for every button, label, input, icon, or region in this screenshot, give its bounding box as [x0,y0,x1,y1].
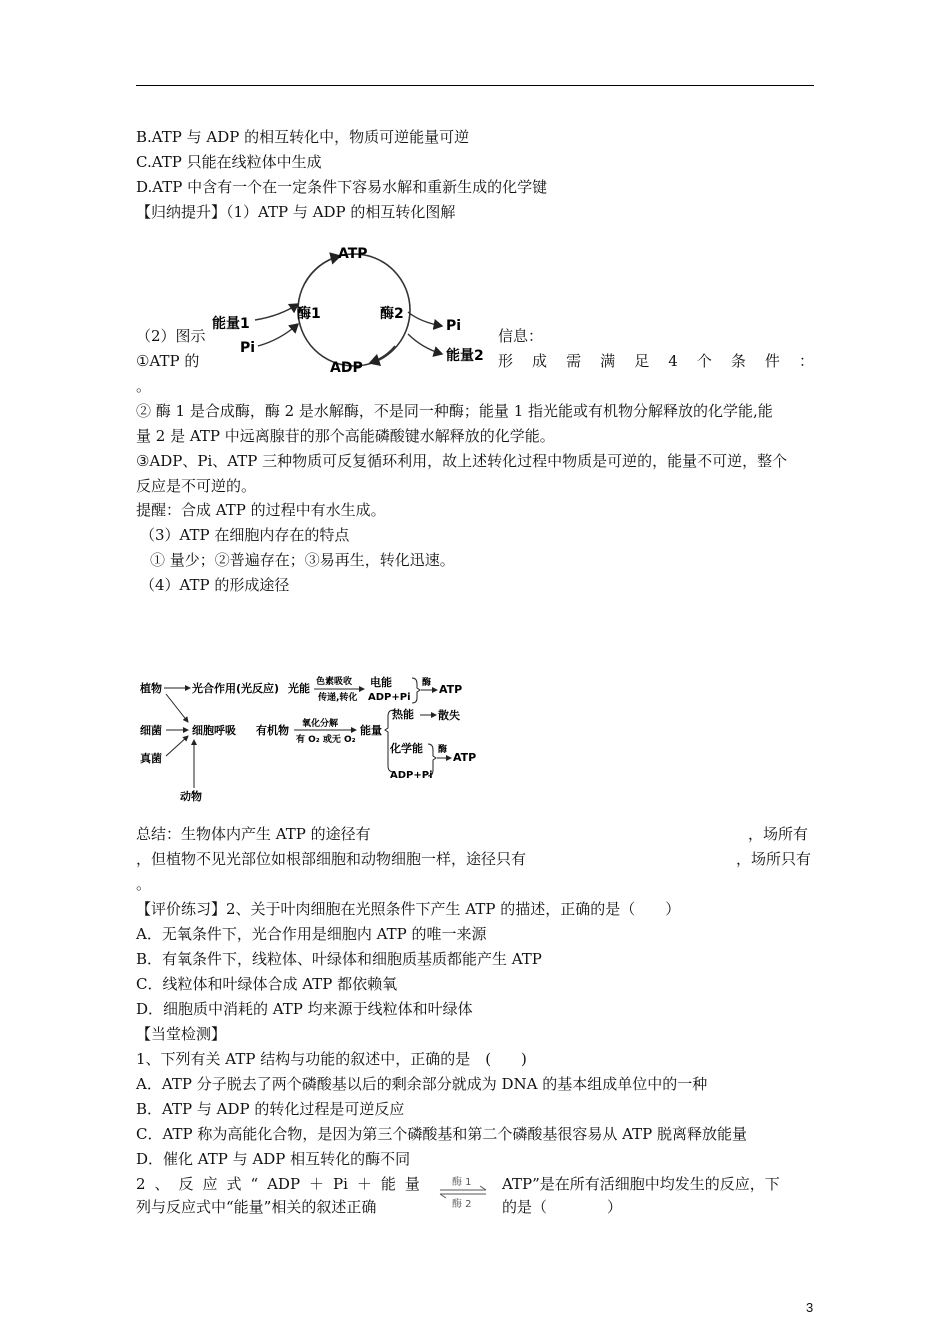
organic-label: 有机物 [256,724,289,737]
bacteria-label: 细菌 [140,724,162,737]
eval-question: 【评价练习】2、关于叶肉细胞在光照条件下产生 ATP 的描述，正确的是（ ） [136,900,681,918]
summary-heading: 【归纳提升】（1）ATP 与 ADP 的相互转化图解 [136,203,456,221]
transfer-convert-label: 传递,转化 [318,693,358,703]
heat-label: 热能 [392,708,414,721]
conclusion-b-end: ，场所只有 [736,850,812,868]
q2-line2-left: 列与反应式中“能量”相关的叙述正确 [136,1198,377,1216]
page-number: 3 [806,1300,814,1315]
eval-option-d: D．细胞质中消耗的 ATP 均来源于线粒体和叶绿体 [136,1000,473,1018]
pi-out-arrow [408,312,442,326]
q1-option-c: C．ATP 称为高能化合物，是因为第三个磷酸基和第二个磷酸基很容易从 ATP 脱离释放能量 [136,1125,748,1143]
chemical-label: 化学能 [390,742,423,755]
energy1-label: 能量1 [212,316,250,332]
fig-info-right: 信息： [498,327,544,345]
header-rule [136,85,814,86]
cycle-arrow-down [370,346,395,363]
plant-label: 植物 [140,682,162,695]
reminder: 提醒：合成 ATP 的过程中有水生成。 [136,501,386,519]
energy-label: 能量 [360,724,382,737]
dot-line-1: 。 [136,377,152,395]
eval-option-b: B．有氧条件下，线粒体、叶绿体和细胞质基质都能产生 ATP [136,950,542,968]
atp-2-label: ATP [453,751,477,764]
eval-option-c: C．线粒体和叶绿体合成 ATP 都依赖氧 [136,975,398,993]
sub-3-detail: ① 量少；②普遍存在；③易再生，转化迅速。 [150,551,455,569]
q1-stem: 1、下列有关 ATP 结构与功能的叙述中，正确的是 ( ) [136,1050,527,1068]
q1-option-a: A．ATP 分子脱去了两个磷酸基以后的剩余部分就成为 DNA 的基本组成单位中的一种 [136,1075,708,1093]
oxidize-label: 氧化分解 [302,719,339,729]
light-energy-label: 光能 [288,682,310,695]
dot-line-2: 。 [136,875,152,893]
point-2b: 量 2 是 ATP 中远离腺苷的那个高能磷酸键水解释放的化学能。 [136,427,555,445]
fungi-label: 真菌 [140,752,162,765]
atp-condition-left: ①ATP 的 [136,352,200,370]
energy2-label: 能量2 [446,348,484,364]
dissipate-label: 散失 [438,709,460,722]
energy1-arrow [255,304,298,320]
enzyme2-label: 酶2 [380,306,404,322]
q2-stem-right: ATP”是在所有活细胞中均发生的反应，下 [502,1175,780,1193]
conclusion-a: 总结：生物体内产生 ATP 的途径有 [136,825,371,843]
adp-pi-2-label: ADP+Pi [390,770,433,781]
respiration-label: 细胞呼吸 [192,724,236,737]
atp-pathway-diagram [136,670,486,810]
point-3b: 反应是不可逆的。 [136,477,257,495]
energy2-arrow [408,334,442,354]
photosynthesis-label: 光合作用(光反应) [192,682,280,695]
q1-option-b: B．ATP 与 ADP 的转化过程是可逆反应 [136,1100,405,1118]
enzyme2-arrow-label: 酶 2 [452,1199,472,1210]
enzyme-1-label: 酶 [422,678,432,688]
reversible-arrow [436,1172,492,1218]
q1-option-d: D．催化 ATP 与 ADP 相互转化的酶不同 [136,1150,411,1168]
atp-1-label: ATP [439,683,463,696]
conclusion-a-end: ，场所有 [748,825,809,843]
option-b: B.ATP 与 ADP 的相互转化中，物质可逆能量可逆 [136,128,470,146]
conclusion-b: ，但植物不见光部位如根部细胞和动物细胞一样，途径只有 [136,850,527,868]
with-o2-label: 有 O₂ 或无 O₂ [296,735,356,745]
atp-adp-cycle-diagram [210,238,500,380]
cycle-arrow-up [305,256,340,283]
enzyme1-arrow-label: 酶 1 [452,1177,472,1188]
adp-label: ADP [330,360,363,376]
q2-stem-left: 2 、 反 应 式 “ ADP ＋ Pi ＋ 能 量 [136,1175,420,1193]
pi-in-label: Pi [240,340,256,356]
animal-label: 动物 [180,790,202,803]
pi-out-label: Pi [446,318,462,334]
pi-in-arrow [258,324,298,346]
enzyme1-label: 酶1 [297,306,321,322]
sub-3: （3）ATP 在细胞内存在的特点 [140,526,350,544]
point-3: ③ADP、Pi、ATP 三种物质可反复循环利用，故上述转化过程中物质是可逆的，能量不可逆，整个 [136,452,788,470]
enzyme-2-label: 酶 [438,745,448,755]
eval-option-a: A．无氧条件下，光合作用是细胞内 ATP 的唯一来源 [136,925,487,943]
electric-energy-label: 电能 [370,676,392,689]
atp-label: ATP [338,246,368,262]
q2-line2-right: 的是（ ） [502,1198,623,1216]
point-2: ② 酶 1 是合成酶，酶 2 是水解酶，不是同一种酶；能量 1 指光能或有机物分解释放的化学能,能 [136,402,773,420]
sub-4: （4）ATP 的形成途径 [140,576,290,594]
check-heading: 【当堂检测】 [136,1025,227,1043]
option-d: D.ATP 中含有一个在一定条件下容易水解和重新生成的化学键 [136,178,548,196]
option-c: C.ATP 只能在线粒体中生成 [136,153,322,171]
pigment-absorb-label: 色素吸收 [316,677,353,687]
atp-condition-right: 形 成 需 满 足 4 个 条 件 ： [498,352,814,370]
adp-pi-1-label: ADP+Pi [368,692,411,703]
fig-info-left: （2）图示 [136,327,206,345]
